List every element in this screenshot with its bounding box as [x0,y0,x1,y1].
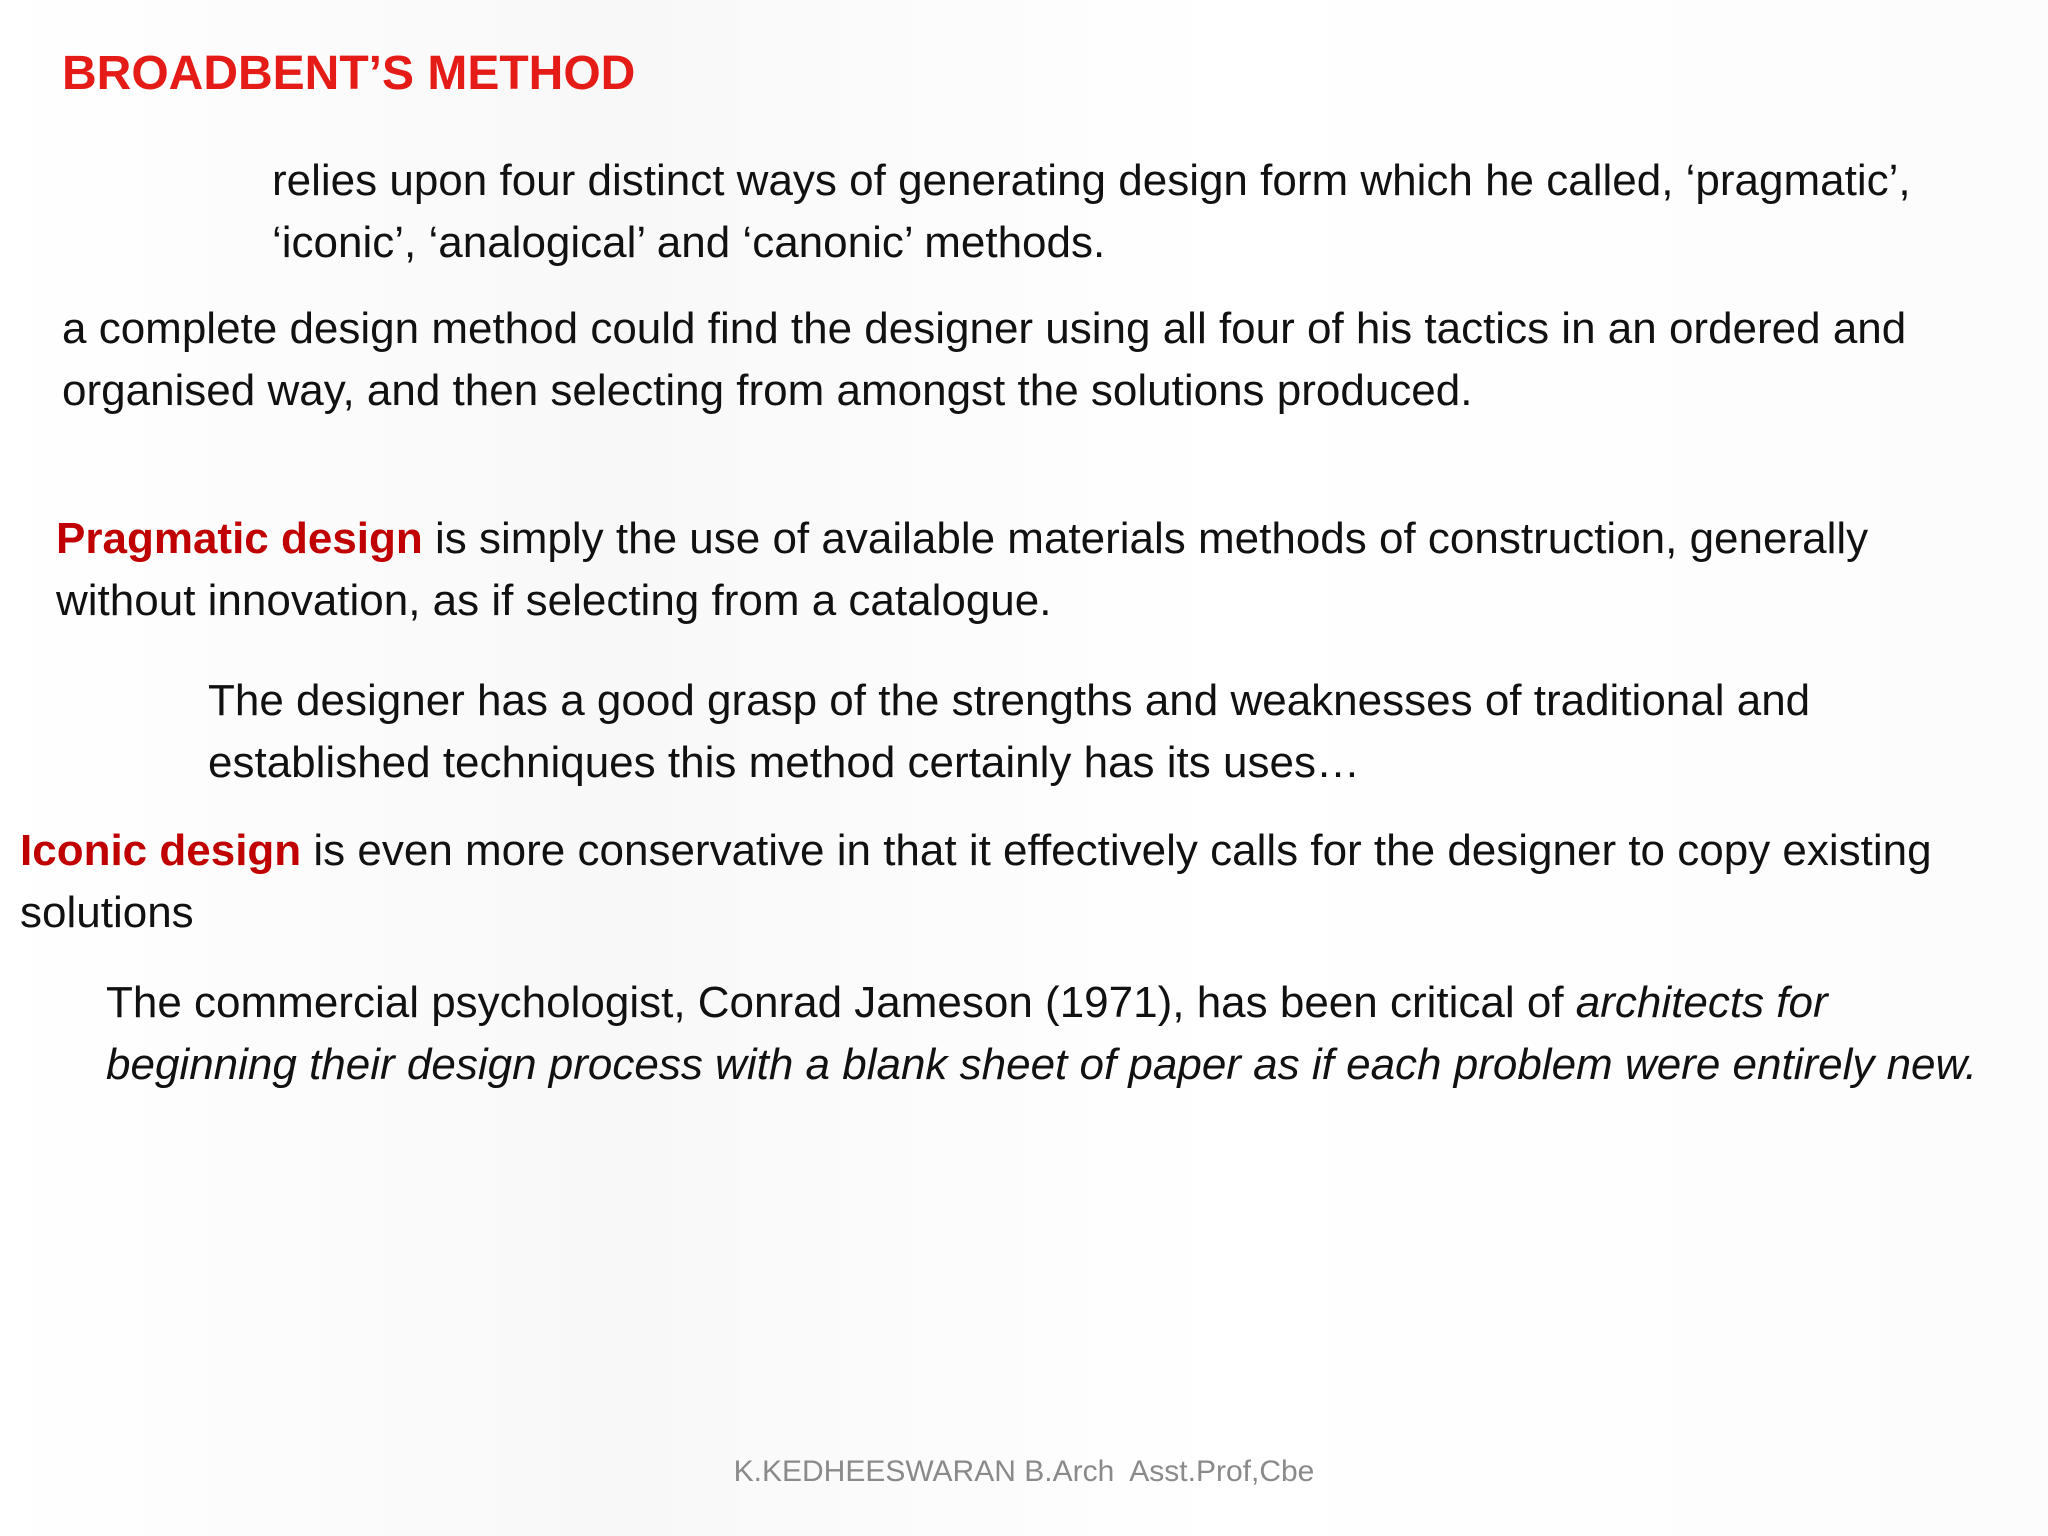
jameson-paragraph [106,972,1986,1096]
iconic-design-term: Iconic design [20,826,302,875]
pragmatic-design-term: Pragmatic design [56,514,423,563]
footer-credit: K.KEDHEESWARAN B.Arch Asst.Prof,Cbe [733,1455,1315,1488]
slide-title: BROADBENT’S METHOD [62,47,636,100]
jameson-text: The commercial psychologist, Conrad Jameson (1971), has been critical of [106,978,1576,1027]
jameson-italic-text: architects for beginning their design process with a blank sheet of paper as if each problem were entirely new. [106,978,1978,1089]
pragmatic-design-text: is simply the use of available materials methods of construction, generally without innovation, as if selecting from a catalogue. [56,514,1869,625]
iconic-design-paragraph [20,820,1980,944]
pragmatic-design-paragraph [56,508,2016,632]
complete-method-paragraph: a complete design method could find the designer using all four of his tactics in an ordered and organised way, and then selecting from amongst the solutions produced. [62,304,1907,415]
designer-grasp-paragraph: The designer has a good grasp of the strengths and weaknesses of traditional and established techniques this method certainly has its uses… [208,676,1811,787]
intro-paragraph: relies upon four distinct ways of generating design form which he called, ‘pragmatic’, ‘iconic’, ‘analogical’ and ‘canonic’ methods. [272,156,1911,267]
iconic-design-text: is even more conservative in that it effectively calls for the designer to copy existing solutions [20,826,1932,937]
